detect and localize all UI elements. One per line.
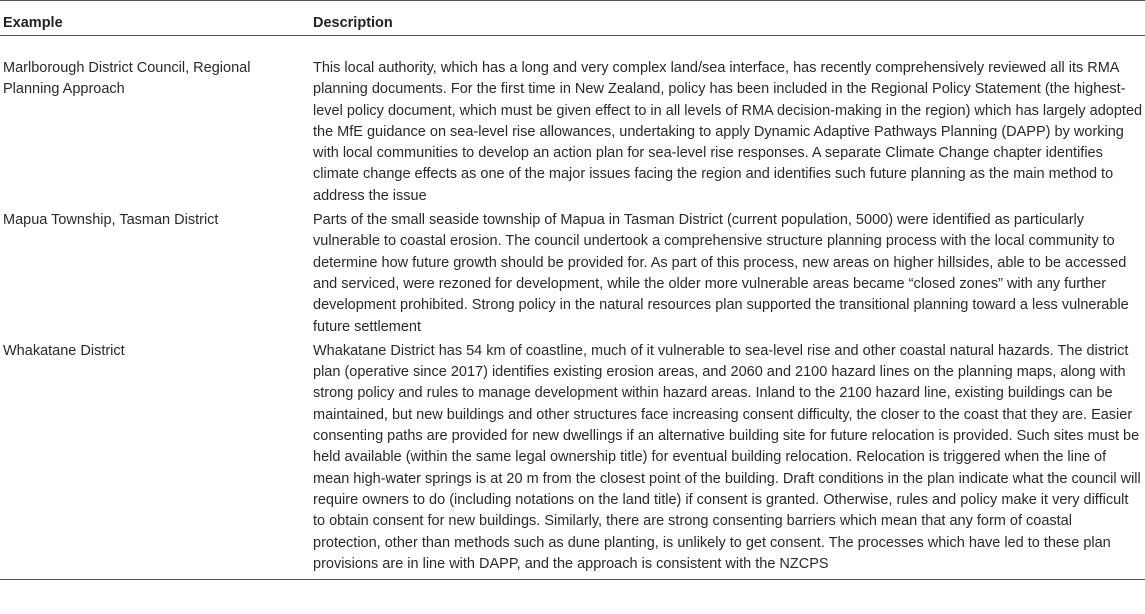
example-text: Marlborough District Council, Regional Planning Approach <box>3 60 251 98</box>
example-text: Mapua Township, Tasman District <box>3 212 219 229</box>
example-cell <box>0 210 312 341</box>
description-text: Whakatane District has 54 km of coastline, much of it vulnerable to sea-level rise and other coastal natural hazards. The district plan (operative since 2017) identifies existing erosion areas, and 2060 and 2100 hazard lines on the planning maps, along with strong policy and rules to manage development within hazard areas. Inland to the 2100 hazard line, existing buildings can be maintained, but new buildings and other structures face increasing consent difficulty, the closer to the coast that they are. Easier consenting paths are provided for new dwellings if an alternative building site for future relocation is provided. Such sites must be held available (within the same legal ownership title) for eventual building relocation. Relocation is triggered when the line of mean high-water springs is at 20 m from the closest point of the building. Draft conditions in the plan indicate what the council will require owners to do (including notations on the land title) if consent is granted. Otherwise, rules and policy make it very difficult to obtain consent for new buildings. Similarly, there are strong consenting barriers which mean that any form of coastal protection, other than methods such as dune planting, is unlikely to get consent. The processes which have led to these plan provisions are in line with DAPP, and the approach is consistent with the NZCPS <box>313 342 1141 572</box>
example-cell <box>0 36 312 211</box>
description-text: This local authority, which has a long and very complex land/sea interface, has recently comprehensively reviewed all its RMA planning documents. For the first time in New Zealand, policy has been included in the Regional Policy Statement (the highest-level policy document, which must be given effect to in all levels of RMA decision-making in the region) which has largely adopted the MfE guidance on sea-level rise allowances, undertaking to apply Dynamic Adaptive Pathways Planning (DAPP) by working with local communities to develop an action plan for sea-level rise responses. A separate Climate Change chapter identifies climate change effects as one of the major issues facing the region and identifies such future planning as the main method to address the issue <box>313 60 1143 204</box>
example-text: Whakatane District <box>3 342 125 359</box>
table-row <box>0 36 1145 211</box>
table-row <box>0 210 1145 341</box>
table-row <box>0 341 1145 580</box>
description-cell <box>312 210 1145 341</box>
description-text: Parts of the small seaside township of Mapua in Tasman District (current population, 5000) were identified as particularly vulnerable to coastal erosion. The council undertook a comprehensive structure planning process with the local community to determine how future growth should be provided for. As part of this process, new areas on higher hillsides, able to be accessed and serviced, were rezoned for development, while the older more vulnerable areas became “closed zones” with any further development prohibited. Strong policy in the natural resources plan supported the transitional planning toward a less vulnerable future settlement <box>313 212 1129 335</box>
column-header-description: Description <box>312 1 1145 36</box>
example-cell <box>0 341 312 580</box>
description-cell <box>312 36 1145 211</box>
column-header-example: Example <box>0 1 312 36</box>
description-cell <box>312 341 1145 580</box>
table-header-row <box>0 1 1145 36</box>
